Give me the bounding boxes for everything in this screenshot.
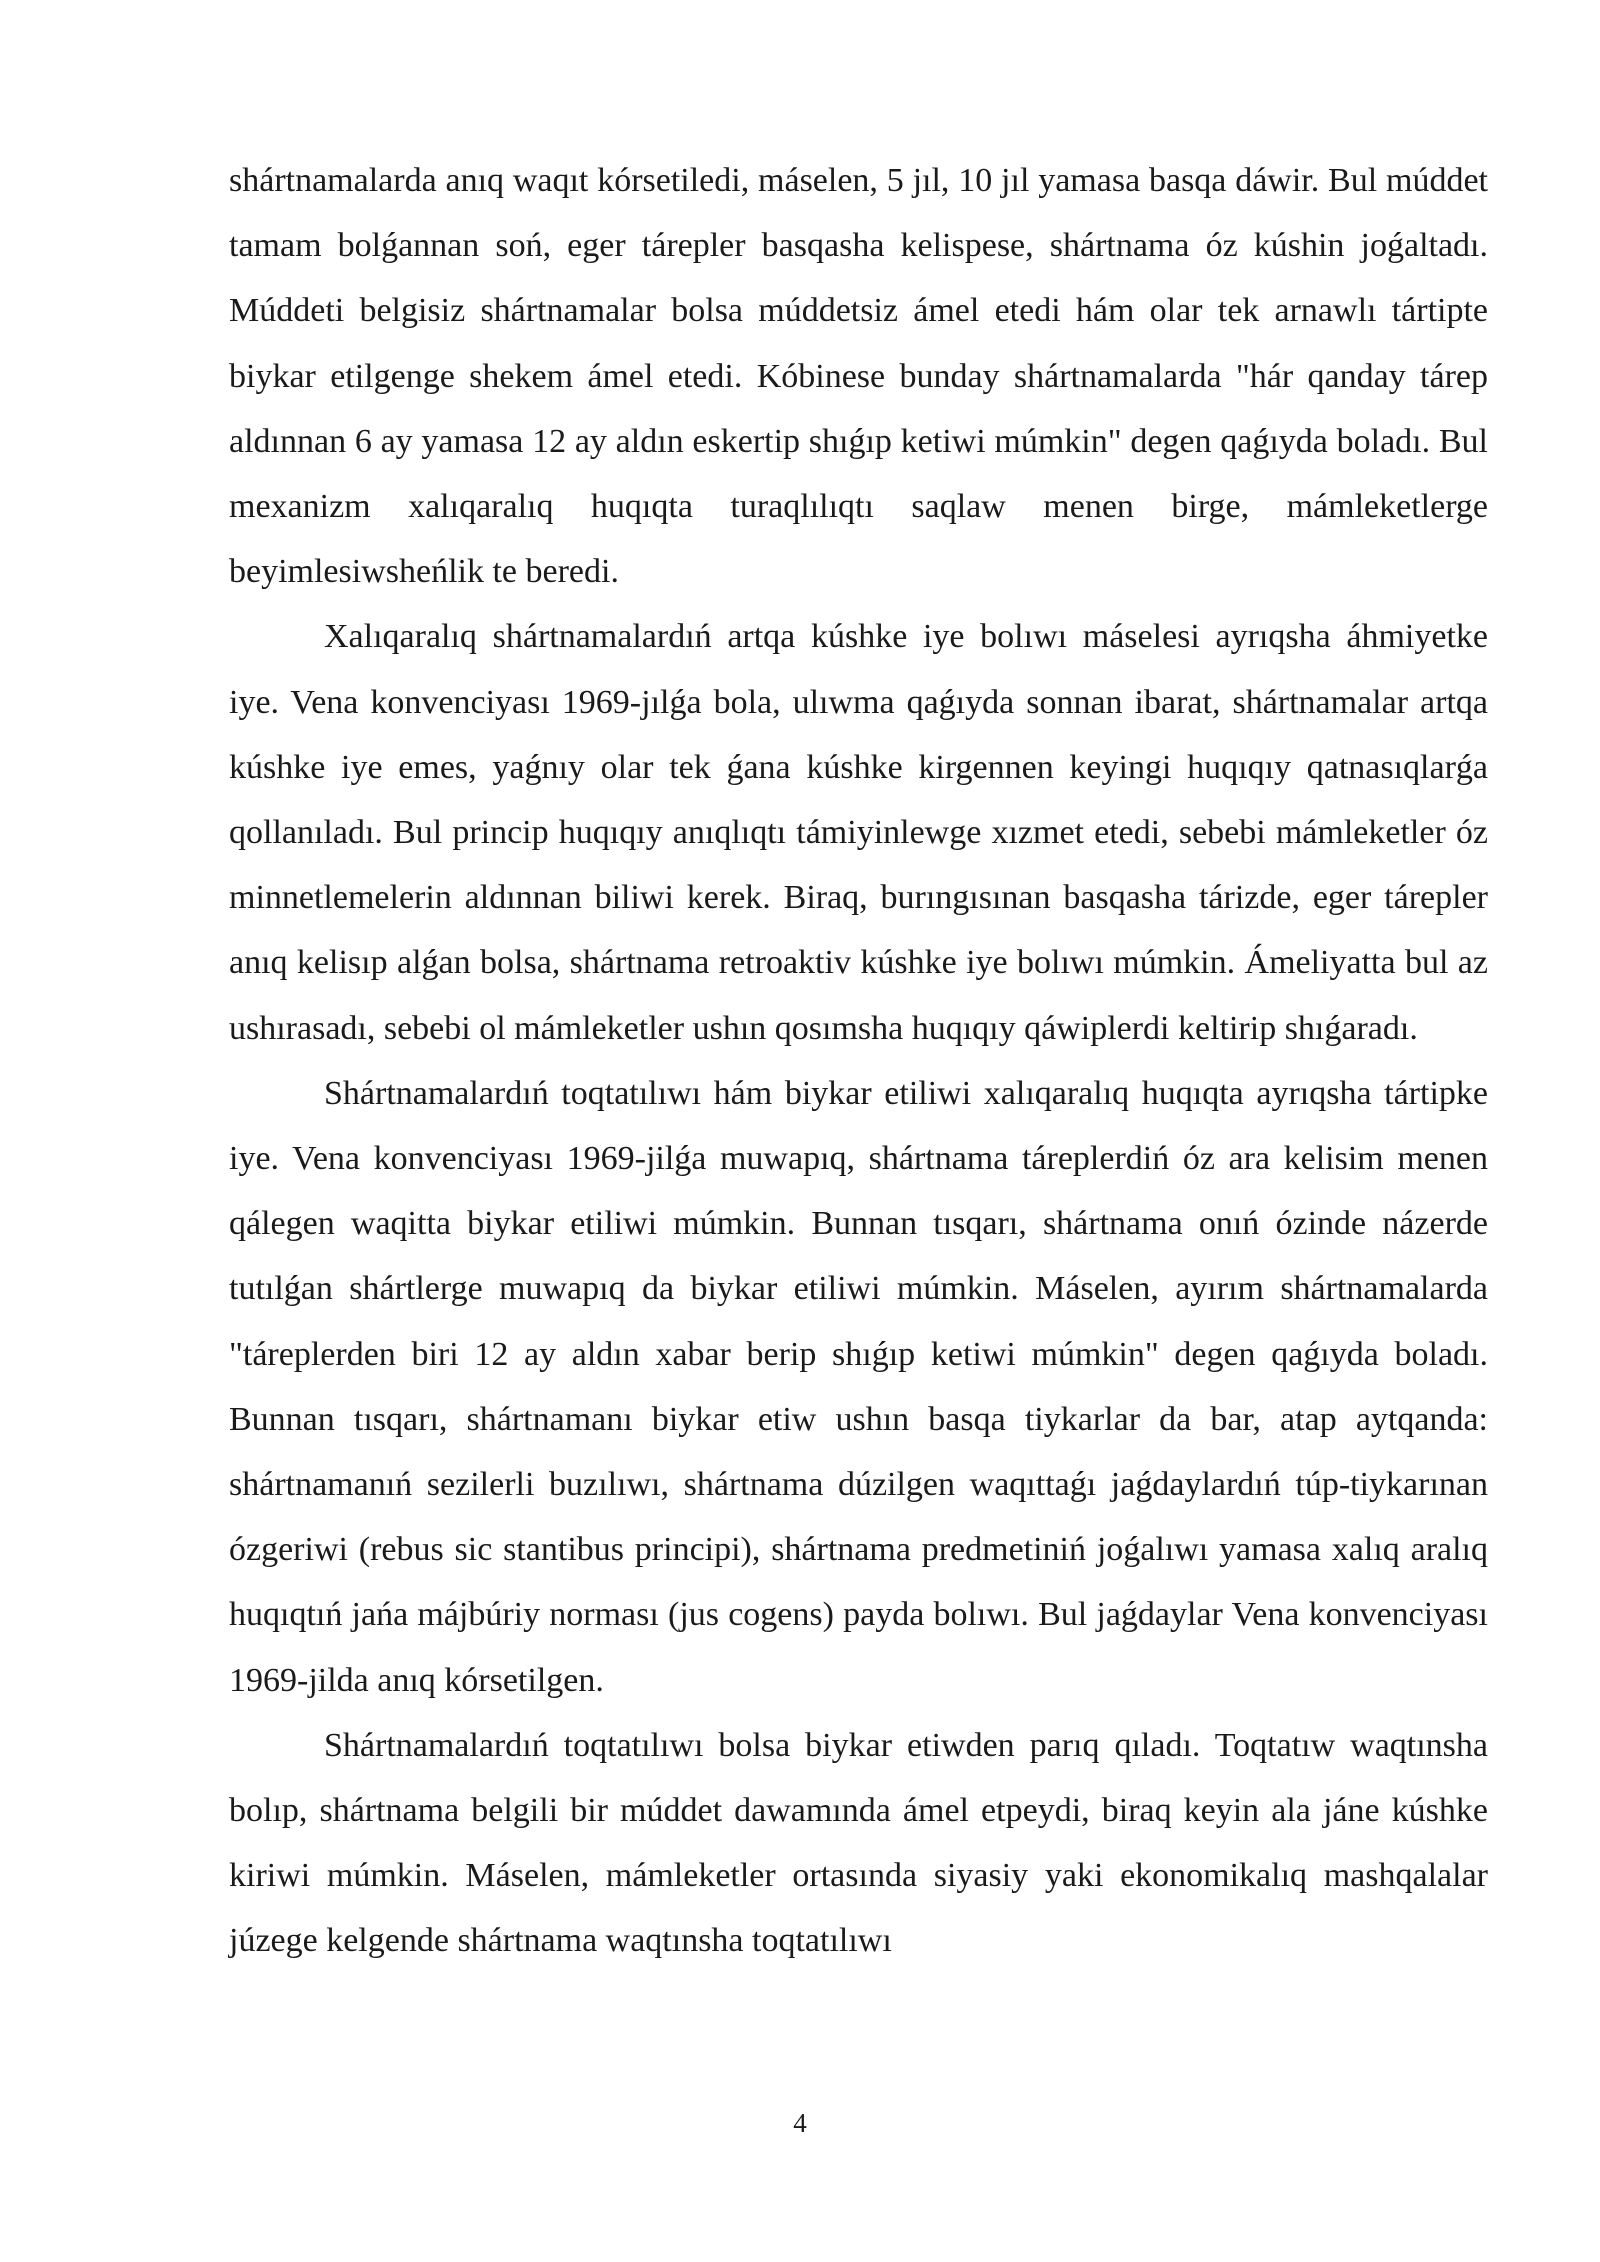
paragraph-continuation: shártnamalarda anıq waqıt kórsetiledi, máselen, 5 jıl, 10 jıl yamasa basqa dáwir. Bul múddet tamam bolǵannan soń, eger tárepler basqasha kelispese, shártnama óz kúshin joǵaltadı. Múddeti belgisiz shártnamalar bolsa múddetsiz ámel etedi hám olar tek arnawlı tártipte biykar etilgenge shekem ámel etedi. Kóbinese bunday shártnamalarda "hár qanday tárep aldınnan 6 ay yamasa 12 ay aldın eskertip shıǵıp ketiwi múmkin" degen qaǵıyda boladı. Bul mexanizm xalıqaralıq huqıqta turaqlılıqtı saqlaw menen birge, mámleketlerge beyimlesiwsheńlik te beredi. <box>229 162 1488 591</box>
paragraph-retroactive-force: Xalıqaralıq shártnamalardıń artqa kúshke iye bolıwı máselesi ayrıqsha áhmiyetke iye. Vena konvenciyası 1969-jılǵa bola, ulıwma qaǵıyda sonnan ibarat, shártnamalar artqa kúshke iye emes, yaǵnıy olar tek ǵana kúshke kirgennen keyingi huqıqıy qatnasıqlarǵa qollanıladı. Bul princip huqıqıy anıqlıqtı támiyinlewge xızmet etedi, sebebi mámleketler óz minnetlemelerin aldınnan biliwi kerek. Biraq, burıngısınan basqasha tárizde, eger tárepler anıq kelisıp alǵan bolsa, shártnama retroaktiv kúshke iye bolıwı múmkin. Ámeliyatta bul az ushırasadı, sebebi ol mámleketler ushın qosımsha huqıqıy qáwiplerdi keltirip shıǵaradı. <box>229 618 1488 1047</box>
paragraph-termination: Shártnamalardıń toqtatılıwı hám biykar etiliwi xalıqaralıq huqıqta ayrıqsha tártipke iye. Vena konvenciyası 1969-jilǵa muwapıq, shártnama táreplerdiń óz ara kelisim menen qálegen waqitta biykar etiliwi múmkin. Bunnan tısqarı, shártnama onıń ózinde názerde tutılǵan shártlerge muwapıq da biykar etiliwi múmkin. Máselen, ayırım shártnamalarda "táreplerden biri 12 ay aldın xabar berip shıǵıp ketiwi múmkin" degen qaǵıyda boladı. Bunnan tısqarı, shártnamanı biykar etiw ushın basqa tiykarlar da bar, atap aytqanda: shártnamanıń sezilerli buzılıwı, shártnama dúzilgen waqıttaǵı jaǵdaylardıń túp-tiykarınan ózgeriwi (rebus sic stantibus principi), shártnama predmetiniń joǵalıwı yamasa xalıq aralıq huqıqtıń jańa májbúriy norması (jus cogens) payda bolıwı. Bul jaǵdaylar Vena konvenciyası 1969-jilda anıq kórsetilgen. <box>229 1074 1488 1699</box>
page-number: 4 <box>793 2108 807 2138</box>
document-body <box>229 148 1488 1974</box>
paragraph-suspension: Shártnamalardıń toqtatılıwı bolsa biykar etiwden parıq qıladı. Toqtatıw waqtınsha bolıp, shártnama belgili bir múddet dawamında ámel etpeydi, biraq keyin ala jáne kúshke kiriwi múmkin. Máselen, mámleketler ortasında siyasiy yaki ekonomikalıq mashqalalar júzege kelgende shártnama waqtınsha toqtatılıwı <box>229 1726 1488 1960</box>
